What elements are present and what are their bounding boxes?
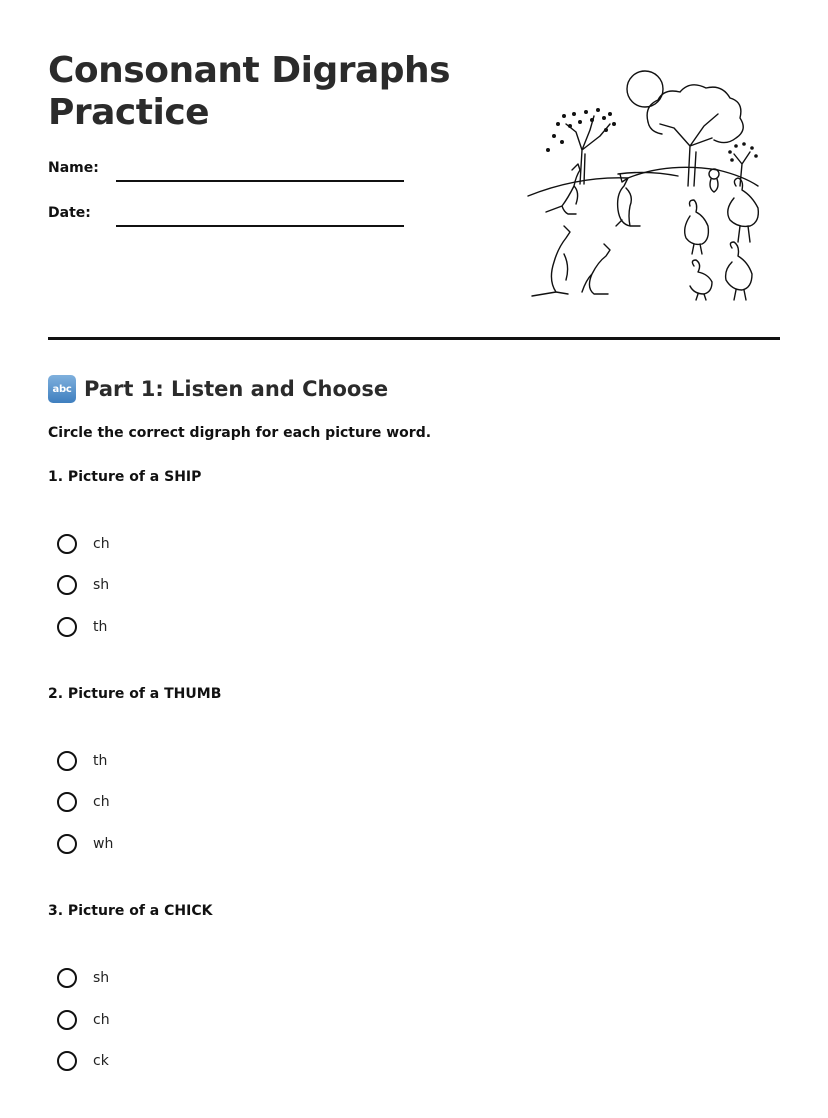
option-label: wh [93,836,114,852]
part1-heading [48,374,388,404]
radio-button[interactable] [57,834,77,854]
answer-option[interactable] [57,614,107,640]
answer-option[interactable] [57,531,110,557]
option-label: ch [93,1012,110,1028]
answer-option[interactable] [57,965,109,991]
page-title [48,50,488,134]
instructions: Circle the correct digraph for each picture word. [48,425,432,441]
name-field-line[interactable] [116,180,404,182]
radio-button[interactable] [57,1051,77,1071]
radio-button[interactable] [57,617,77,637]
small-tree-icon [728,142,758,186]
date-label: Date: [48,205,91,221]
radio-button[interactable] [57,534,77,554]
radio-button[interactable] [57,1010,77,1030]
emu-icon [726,242,752,300]
koala-icon [709,169,719,192]
sun-icon [627,71,663,107]
answer-option[interactable] [57,1048,109,1074]
radio-button[interactable] [57,751,77,771]
radio-button[interactable] [57,575,77,595]
option-label: th [93,753,108,769]
emu-icon [728,178,759,242]
title-line-2: Practice [48,92,210,133]
question-title: 1. Picture of a SHIP [48,469,202,485]
emu-icon [690,260,712,300]
kangaroo-icon [616,174,640,226]
name-label: Name: [48,160,99,176]
answer-option[interactable] [57,572,109,598]
radio-button[interactable] [57,792,77,812]
answer-option[interactable] [57,831,113,857]
header-divider [48,337,780,340]
kangaroo-icon [582,244,610,294]
emu-icon [685,200,709,254]
radio-button[interactable] [57,968,77,988]
option-label: sh [93,970,110,986]
title-line-1: Consonant Digraphs [48,50,451,91]
answer-option[interactable] [57,1007,110,1033]
abc-icon: abc [48,375,76,403]
date-field-line[interactable] [116,225,404,227]
big-tree-icon [647,85,743,186]
option-label: ch [93,536,110,552]
option-label: th [93,619,108,635]
answer-option[interactable] [57,748,107,774]
section-title: Part 1: Listen and Choose [84,377,389,401]
kangaroo-icon [546,164,580,214]
option-label: sh [93,577,110,593]
option-label: ch [93,794,110,810]
question-title: 2. Picture of a THUMB [48,686,222,702]
answer-option[interactable] [57,789,110,815]
kangaroo-icon [532,226,570,296]
australian-animals-illustration [518,66,764,302]
left-tree-icon [546,108,616,184]
question-title: 3. Picture of a CHICK [48,903,213,919]
option-label: ck [93,1053,109,1069]
